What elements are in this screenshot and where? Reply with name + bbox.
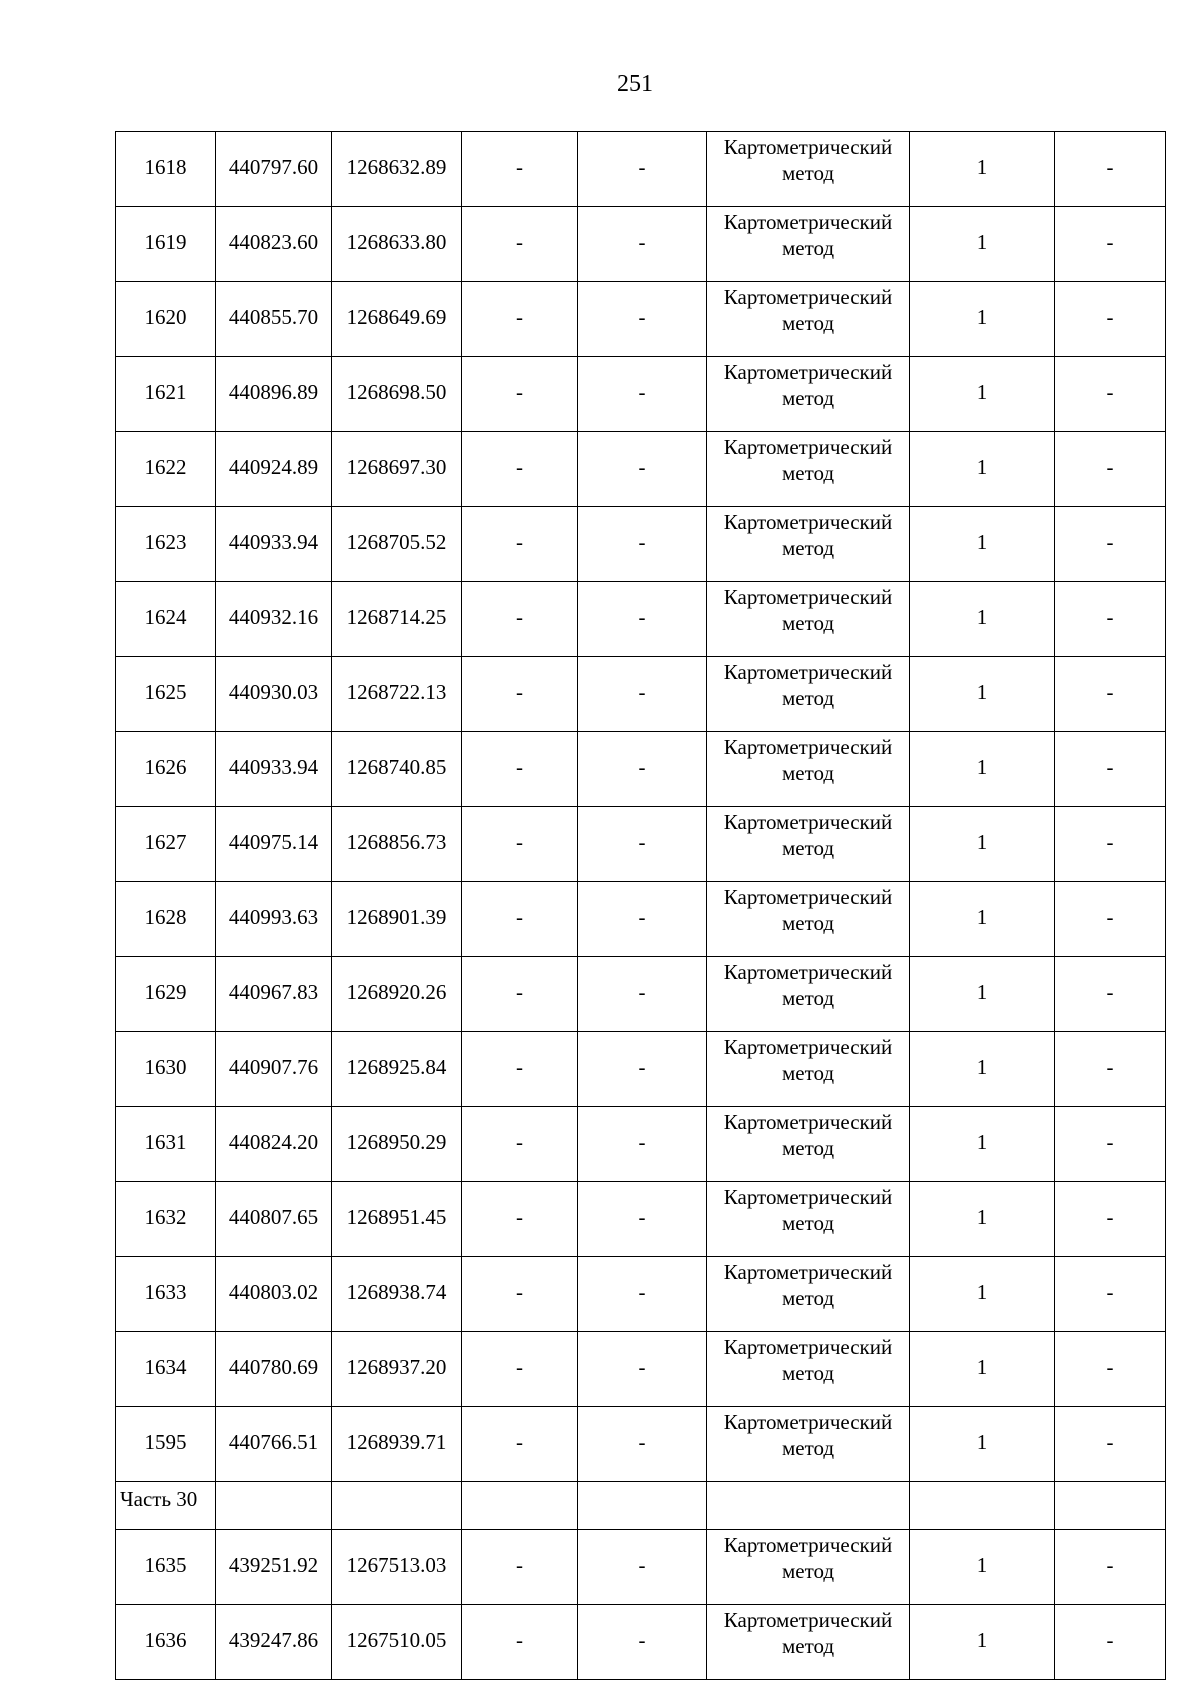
column-7-cell: 1: [910, 1182, 1055, 1257]
point-number-cell: 1623: [116, 507, 216, 582]
point-number-cell: 1633: [116, 1257, 216, 1332]
column-4-cell: -: [462, 1107, 578, 1182]
method-cell: Картометрический метод: [707, 207, 910, 282]
method-cell: Картометрический метод: [707, 882, 910, 957]
table-row: [116, 1257, 1166, 1332]
x-coordinate-cell: 440933.94: [216, 507, 332, 582]
method-cell: Картометрический метод: [707, 807, 910, 882]
y-coordinate-cell: 1268901.39: [332, 882, 462, 957]
column-8-cell: -: [1055, 357, 1166, 432]
column-8-cell: -: [1055, 1032, 1166, 1107]
coordinates-table: [115, 131, 1166, 1680]
x-coordinate-cell: 440855.70: [216, 282, 332, 357]
column-7-cell: 1: [910, 582, 1055, 657]
column-4-cell: -: [462, 882, 578, 957]
method-cell: Картометрический метод: [707, 507, 910, 582]
x-coordinate-cell: 440780.69: [216, 1332, 332, 1407]
empty-cell: [216, 1482, 332, 1530]
column-8-cell: -: [1055, 882, 1166, 957]
method-cell: Картометрический метод: [707, 582, 910, 657]
point-number-cell: 1628: [116, 882, 216, 957]
column-4-cell: -: [462, 132, 578, 207]
column-5-cell: -: [578, 1107, 707, 1182]
x-coordinate-cell: 440930.03: [216, 657, 332, 732]
column-4-cell: -: [462, 357, 578, 432]
x-coordinate-cell: 440967.83: [216, 957, 332, 1032]
column-5-cell: -: [578, 882, 707, 957]
x-coordinate-cell: 440932.16: [216, 582, 332, 657]
column-5-cell: -: [578, 732, 707, 807]
x-coordinate-cell: 440803.02: [216, 1257, 332, 1332]
column-8-cell: -: [1055, 1530, 1166, 1605]
table-row: [116, 657, 1166, 732]
column-5-cell: -: [578, 282, 707, 357]
y-coordinate-cell: 1268722.13: [332, 657, 462, 732]
point-number-cell: 1620: [116, 282, 216, 357]
column-5-cell: -: [578, 657, 707, 732]
column-4-cell: -: [462, 732, 578, 807]
column-4-cell: -: [462, 1407, 578, 1482]
column-7-cell: 1: [910, 357, 1055, 432]
method-cell: Картометрический метод: [707, 1182, 910, 1257]
y-coordinate-cell: 1268698.50: [332, 357, 462, 432]
column-7-cell: 1: [910, 1530, 1055, 1605]
column-8-cell: -: [1055, 807, 1166, 882]
y-coordinate-cell: 1268925.84: [332, 1032, 462, 1107]
empty-cell: [707, 1482, 910, 1530]
y-coordinate-cell: 1268697.30: [332, 432, 462, 507]
method-cell: Картометрический метод: [707, 357, 910, 432]
column-8-cell: -: [1055, 282, 1166, 357]
point-number-cell: 1632: [116, 1182, 216, 1257]
x-coordinate-cell: 440924.89: [216, 432, 332, 507]
table-row: [116, 1107, 1166, 1182]
x-coordinate-cell: 440823.60: [216, 207, 332, 282]
column-5-cell: -: [578, 132, 707, 207]
column-5-cell: -: [578, 1530, 707, 1605]
column-4-cell: -: [462, 207, 578, 282]
table-row: [116, 1530, 1166, 1605]
y-coordinate-cell: 1268939.71: [332, 1407, 462, 1482]
column-5-cell: -: [578, 582, 707, 657]
column-7-cell: 1: [910, 1032, 1055, 1107]
column-4-cell: -: [462, 432, 578, 507]
x-coordinate-cell: 439251.92: [216, 1530, 332, 1605]
column-8-cell: -: [1055, 1182, 1166, 1257]
column-5-cell: -: [578, 1032, 707, 1107]
column-4-cell: -: [462, 1257, 578, 1332]
table-row: [116, 507, 1166, 582]
column-8-cell: -: [1055, 657, 1166, 732]
point-number-cell: 1635: [116, 1530, 216, 1605]
x-coordinate-cell: 440766.51: [216, 1407, 332, 1482]
x-coordinate-cell: 440807.65: [216, 1182, 332, 1257]
x-coordinate-cell: 440824.20: [216, 1107, 332, 1182]
table-row: [116, 1182, 1166, 1257]
y-coordinate-cell: 1268920.26: [332, 957, 462, 1032]
table-row: [116, 432, 1166, 507]
column-4-cell: -: [462, 582, 578, 657]
method-cell: Картометрический метод: [707, 1407, 910, 1482]
y-coordinate-cell: 1268951.45: [332, 1182, 462, 1257]
table-row: [116, 582, 1166, 657]
column-7-cell: 1: [910, 1107, 1055, 1182]
column-7-cell: 1: [910, 507, 1055, 582]
point-number-cell: 1622: [116, 432, 216, 507]
x-coordinate-cell: 440797.60: [216, 132, 332, 207]
y-coordinate-cell: 1268632.89: [332, 132, 462, 207]
y-coordinate-cell: 1268649.69: [332, 282, 462, 357]
column-5-cell: -: [578, 1332, 707, 1407]
column-5-cell: -: [578, 1182, 707, 1257]
column-7-cell: 1: [910, 207, 1055, 282]
empty-cell: [332, 1482, 462, 1530]
column-7-cell: 1: [910, 957, 1055, 1032]
column-8-cell: -: [1055, 732, 1166, 807]
method-cell: Картометрический метод: [707, 957, 910, 1032]
method-cell: Картометрический метод: [707, 132, 910, 207]
column-4-cell: -: [462, 1332, 578, 1407]
column-8-cell: -: [1055, 1257, 1166, 1332]
y-coordinate-cell: 1268714.25: [332, 582, 462, 657]
empty-cell: [910, 1482, 1055, 1530]
table-row: [116, 207, 1166, 282]
column-7-cell: 1: [910, 882, 1055, 957]
method-cell: Картометрический метод: [707, 1530, 910, 1605]
point-number-cell: 1634: [116, 1332, 216, 1407]
method-cell: Картометрический метод: [707, 1032, 910, 1107]
table-row: [116, 1032, 1166, 1107]
method-cell: Картометрический метод: [707, 657, 910, 732]
table-row: [116, 957, 1166, 1032]
column-4-cell: -: [462, 807, 578, 882]
y-coordinate-cell: 1268937.20: [332, 1332, 462, 1407]
point-number-cell: 1595: [116, 1407, 216, 1482]
column-7-cell: 1: [910, 1605, 1055, 1680]
column-8-cell: -: [1055, 957, 1166, 1032]
point-number-cell: 1625: [116, 657, 216, 732]
column-8-cell: -: [1055, 582, 1166, 657]
page-number: 251: [617, 71, 653, 97]
column-5-cell: -: [578, 1257, 707, 1332]
table-row: [116, 732, 1166, 807]
x-coordinate-cell: 440933.94: [216, 732, 332, 807]
column-7-cell: 1: [910, 807, 1055, 882]
point-number-cell: 1624: [116, 582, 216, 657]
column-4-cell: -: [462, 657, 578, 732]
method-cell: Картометрический метод: [707, 1107, 910, 1182]
x-coordinate-cell: 440993.63: [216, 882, 332, 957]
column-5-cell: -: [578, 357, 707, 432]
column-5-cell: -: [578, 807, 707, 882]
point-number-cell: 1631: [116, 1107, 216, 1182]
y-coordinate-cell: 1268938.74: [332, 1257, 462, 1332]
table-row: [116, 1332, 1166, 1407]
y-coordinate-cell: 1267513.03: [332, 1530, 462, 1605]
table-row: [116, 1605, 1166, 1680]
y-coordinate-cell: 1268740.85: [332, 732, 462, 807]
x-coordinate-cell: 440896.89: [216, 357, 332, 432]
table-body: [116, 132, 1166, 1680]
table-row: [116, 1407, 1166, 1482]
section-row: [116, 1482, 1166, 1530]
column-7-cell: 1: [910, 1407, 1055, 1482]
table-row: [116, 282, 1166, 357]
empty-cell: [578, 1482, 707, 1530]
method-cell: Картометрический метод: [707, 1257, 910, 1332]
column-5-cell: -: [578, 1605, 707, 1680]
y-coordinate-cell: 1268633.80: [332, 207, 462, 282]
method-cell: Картометрический метод: [707, 432, 910, 507]
column-4-cell: -: [462, 957, 578, 1032]
table-row: [116, 882, 1166, 957]
point-number-cell: 1618: [116, 132, 216, 207]
point-number-cell: 1630: [116, 1032, 216, 1107]
empty-cell: [1055, 1482, 1166, 1530]
column-7-cell: 1: [910, 657, 1055, 732]
column-4-cell: -: [462, 1182, 578, 1257]
method-cell: Картометрический метод: [707, 732, 910, 807]
x-coordinate-cell: 440975.14: [216, 807, 332, 882]
column-7-cell: 1: [910, 282, 1055, 357]
method-cell: Картометрический метод: [707, 1332, 910, 1407]
table-row: [116, 132, 1166, 207]
y-coordinate-cell: 1268950.29: [332, 1107, 462, 1182]
column-8-cell: -: [1055, 1332, 1166, 1407]
column-4-cell: -: [462, 1530, 578, 1605]
column-8-cell: -: [1055, 432, 1166, 507]
column-8-cell: -: [1055, 132, 1166, 207]
column-8-cell: -: [1055, 207, 1166, 282]
column-5-cell: -: [578, 507, 707, 582]
method-cell: Картометрический метод: [707, 282, 910, 357]
point-number-cell: 1629: [116, 957, 216, 1032]
table-row: [116, 357, 1166, 432]
point-number-cell: 1636: [116, 1605, 216, 1680]
column-4-cell: -: [462, 507, 578, 582]
column-4-cell: -: [462, 1032, 578, 1107]
column-5-cell: -: [578, 432, 707, 507]
empty-cell: [462, 1482, 578, 1530]
point-number-cell: 1619: [116, 207, 216, 282]
column-4-cell: -: [462, 1605, 578, 1680]
column-5-cell: -: [578, 207, 707, 282]
column-8-cell: -: [1055, 1605, 1166, 1680]
column-8-cell: -: [1055, 1407, 1166, 1482]
x-coordinate-cell: 440907.76: [216, 1032, 332, 1107]
column-7-cell: 1: [910, 1332, 1055, 1407]
column-7-cell: 1: [910, 132, 1055, 207]
column-7-cell: 1: [910, 732, 1055, 807]
column-7-cell: 1: [910, 1257, 1055, 1332]
x-coordinate-cell: 439247.86: [216, 1605, 332, 1680]
column-5-cell: -: [578, 1407, 707, 1482]
y-coordinate-cell: 1267510.05: [332, 1605, 462, 1680]
y-coordinate-cell: 1268856.73: [332, 807, 462, 882]
section-label: Часть 30: [116, 1482, 216, 1530]
point-number-cell: 1626: [116, 732, 216, 807]
column-8-cell: -: [1055, 507, 1166, 582]
column-4-cell: -: [462, 282, 578, 357]
method-cell: Картометрический метод: [707, 1605, 910, 1680]
column-7-cell: 1: [910, 432, 1055, 507]
column-5-cell: -: [578, 957, 707, 1032]
point-number-cell: 1627: [116, 807, 216, 882]
table-row: [116, 807, 1166, 882]
column-8-cell: -: [1055, 1107, 1166, 1182]
point-number-cell: 1621: [116, 357, 216, 432]
y-coordinate-cell: 1268705.52: [332, 507, 462, 582]
